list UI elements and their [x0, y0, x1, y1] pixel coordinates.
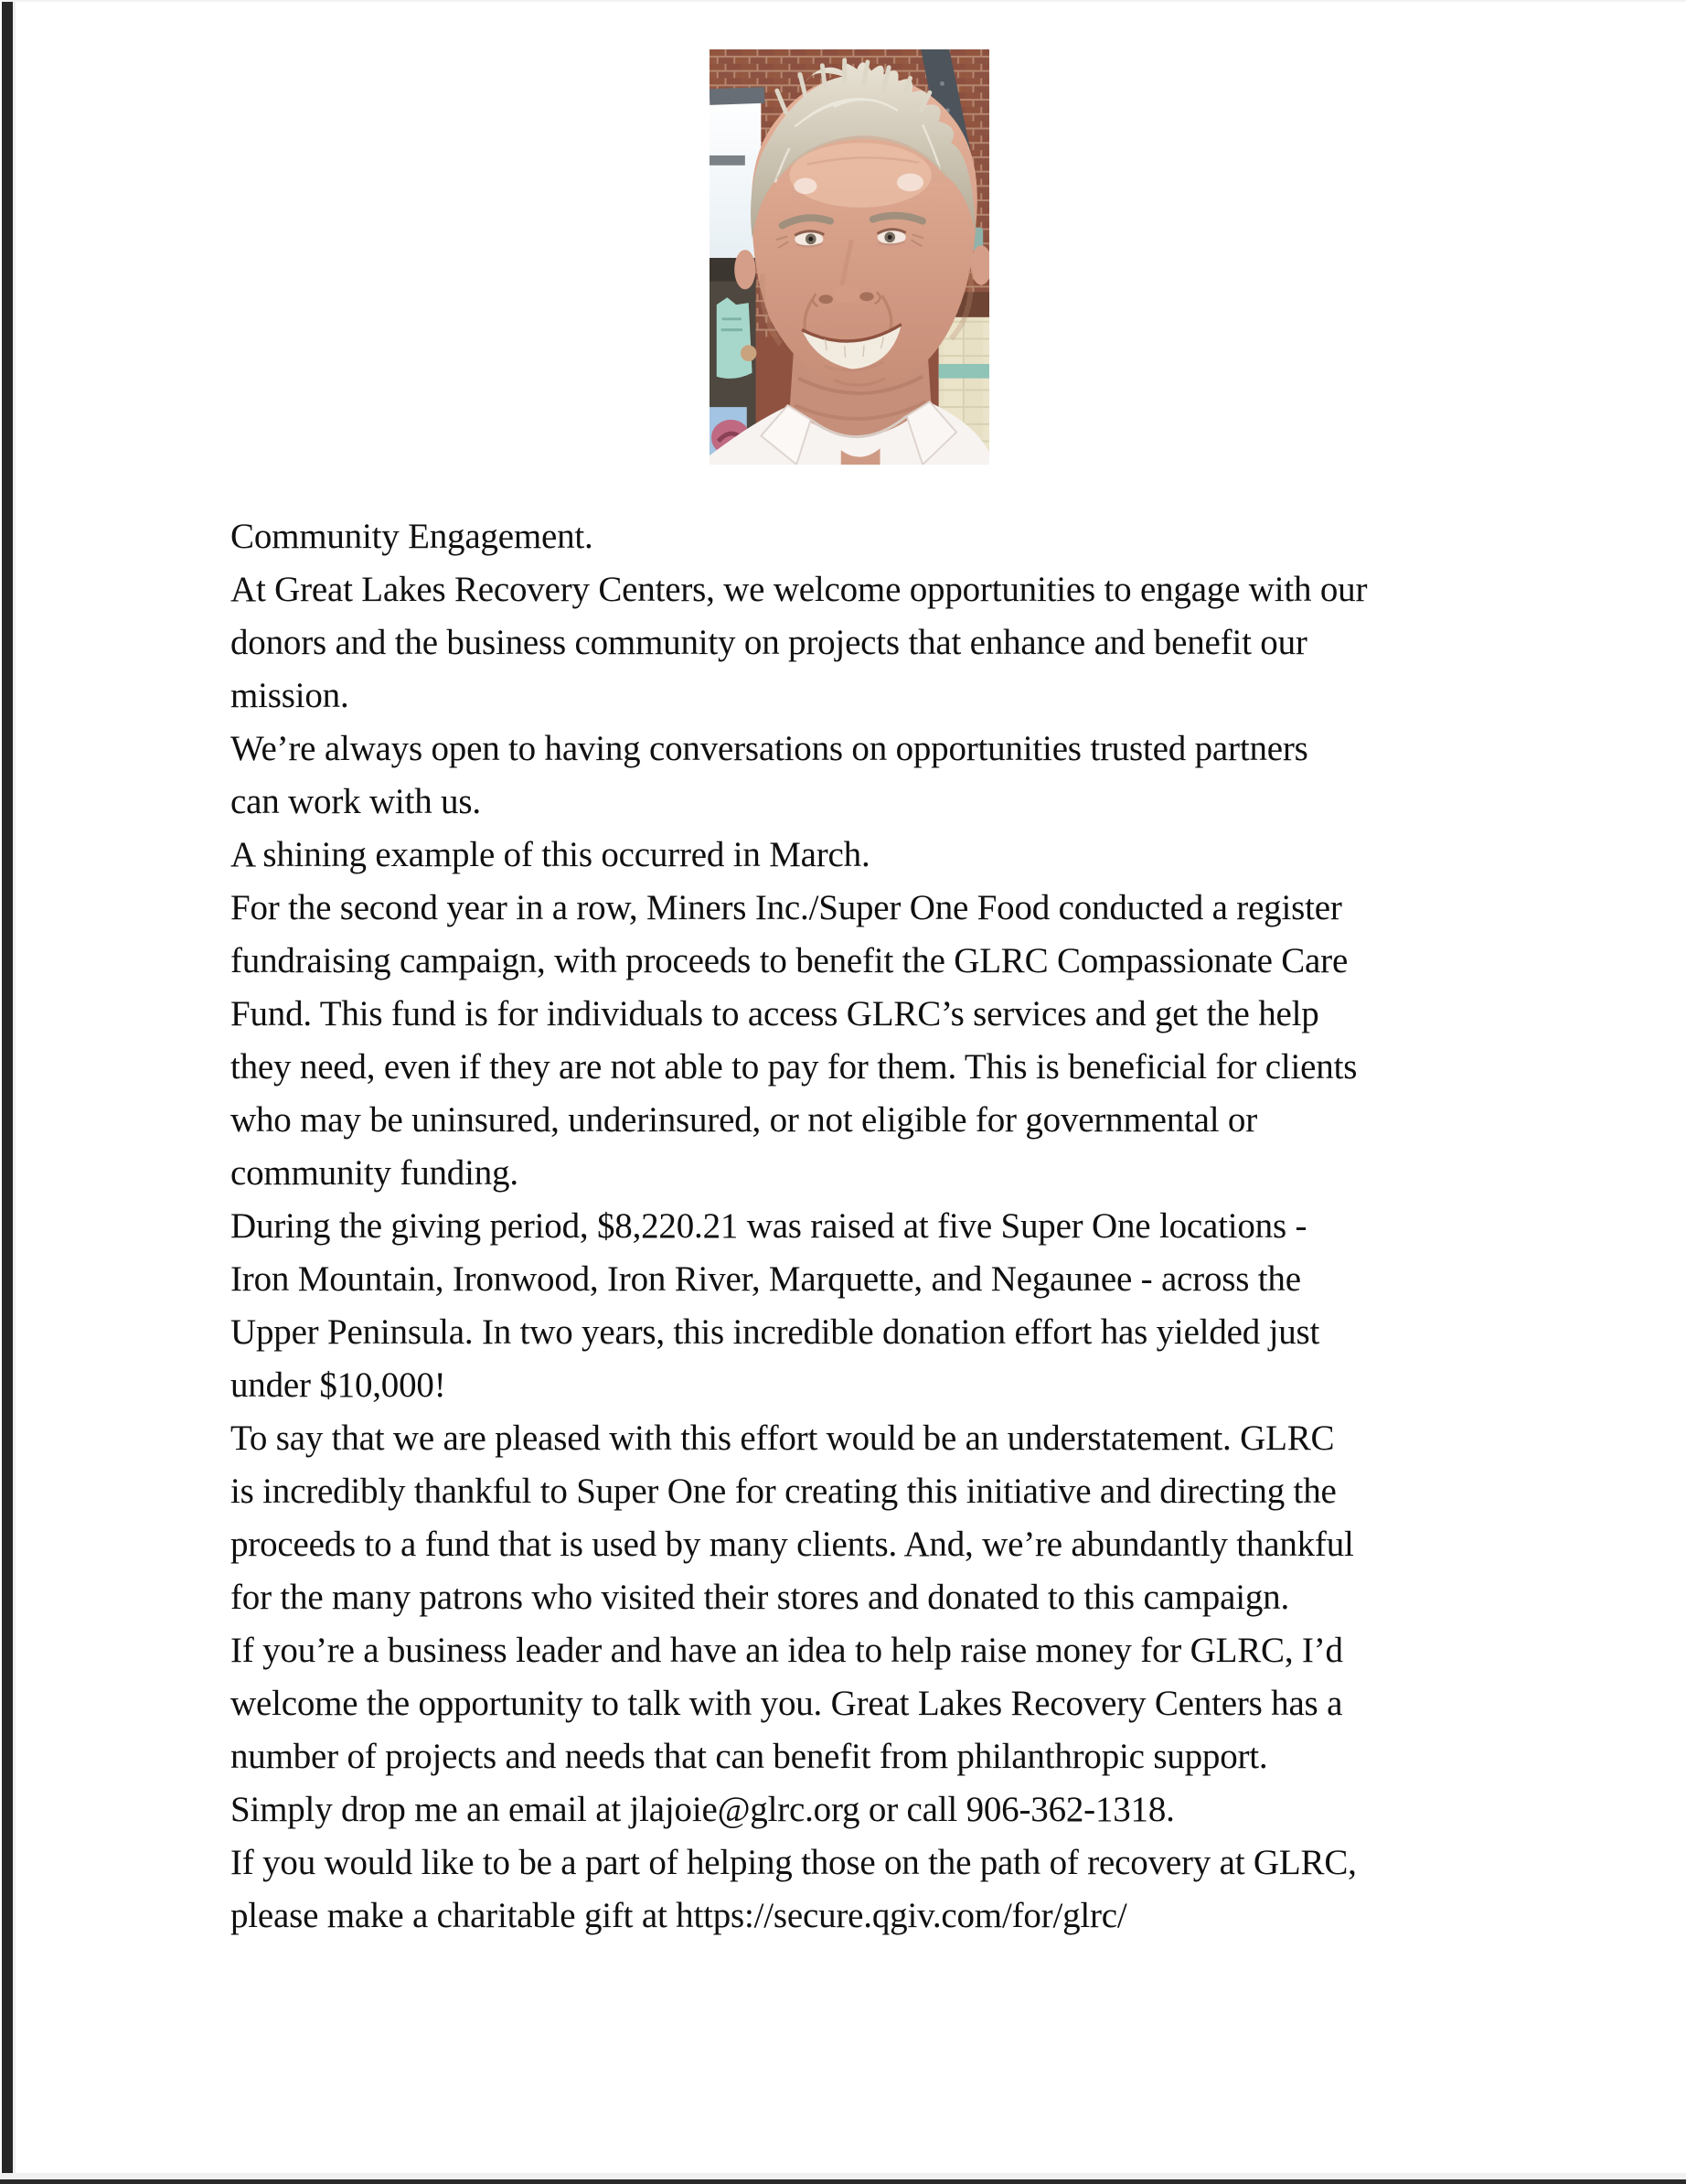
portrait-photo [710, 49, 989, 465]
text-line: can work with us. [230, 782, 481, 821]
text-line: Upper Peninsula. In two years, this incredible donation effort has yielded just [230, 1312, 1320, 1352]
text-line: A shining example of this occurred in March. [230, 835, 870, 874]
text-line: We’re always open to having conversations on opportunities trusted partners [230, 729, 1308, 768]
text-line: for the many patrons who visited their stores and donated to this campaign. [230, 1578, 1289, 1617]
text-line: community funding. [230, 1153, 518, 1193]
text-line: number of projects and needs that can benefit from philanthropic support. [230, 1737, 1268, 1776]
text-line: welcome the opportunity to talk with you. Great Lakes Recovery Centers has a [230, 1684, 1343, 1723]
portrait-photo-svg [710, 49, 989, 465]
article-text [230, 510, 1367, 1943]
text-line: Simply drop me an email at jlajoie@glrc.org or call 906-362-1318. [230, 1790, 1175, 1829]
text-line: who may be uninsured, underinsured, or not eligible for governmental or [230, 1100, 1258, 1140]
text-line: At Great Lakes Recovery Centers, we welcome opportunities to engage with our [230, 570, 1368, 609]
page-bottom-bar [0, 2179, 1686, 2184]
page-bottom-edge [0, 2173, 1686, 2179]
text-line: For the second year in a row, Miners Inc./Super One Food conducted a register [230, 888, 1342, 927]
text-line: donors and the business community on projects that enhance and benefit our [230, 623, 1307, 662]
page-left-border [2, 2, 16, 2179]
text-line: Iron Mountain, Ironwood, Iron River, Marquette, and Negaunee - across the [230, 1259, 1301, 1299]
text-line: Fund. This fund is for individuals to access GLRC’s services and get the help [230, 994, 1319, 1033]
text-line: they need, even if they are not able to pay for them. This is beneficial for clients [230, 1047, 1358, 1087]
page-top-edge [0, 0, 1686, 2]
text-line: please make a charitable gift at https://secure.qgiv.com/for/glrc/ [230, 1896, 1127, 1935]
text-line: To say that we are pleased with this effort would be an understatement. GLRC [230, 1419, 1335, 1458]
text-line: proceeds to a fund that is used by many clients. And, we’re abundantly thankful [230, 1525, 1354, 1564]
text-line: mission. [230, 676, 349, 715]
text-line: During the giving period, $8,220.21 was raised at five Super One locations - [230, 1206, 1307, 1246]
text-line: Community Engagement. [230, 517, 593, 556]
text-line: If you’re a business leader and have an idea to help raise money for GLRC, I’d [230, 1631, 1343, 1670]
text-line: is incredibly thankful to Super One for creating this initiative and directing the [230, 1472, 1337, 1511]
text-line: If you would like to be a part of helping those on the path of recovery at GLRC, [230, 1843, 1357, 1882]
text-line: under $10,000! [230, 1365, 446, 1405]
text-line: fundraising campaign, with proceeds to benefit the GLRC Compassionate Care [230, 941, 1349, 980]
